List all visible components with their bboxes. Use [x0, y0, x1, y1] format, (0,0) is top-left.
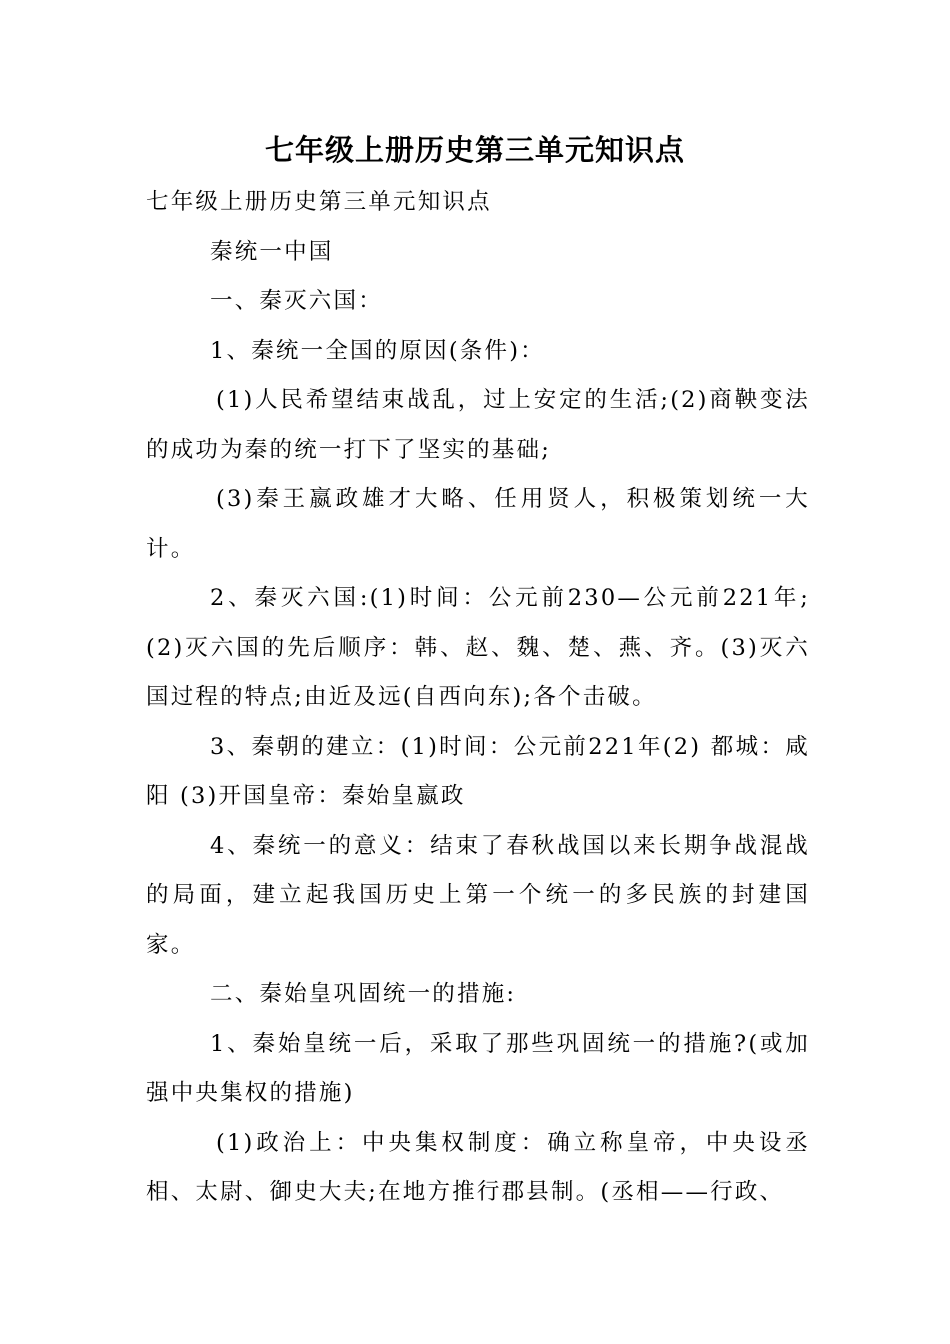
document-body [146, 178, 810, 1218]
subtitle-paragraph: 七年级上册历史第三单元知识点 [146, 189, 492, 215]
section-heading: 秦统一中国 [210, 238, 334, 265]
body-paragraph: (3)秦王嬴政雄才大略、任用贤人，积极策划统一大计。 [146, 486, 810, 562]
body-paragraph: 4、秦统一的意义：结束了春秋战国以来长期争战混战的局面，建立起我国历史上第一个统一的多民族的封建国家。 [146, 832, 810, 958]
body-paragraph: (1)政治上：中央集权制度：确立称皇帝，中央设丞相、太尉、御史大夫;在地方推行郡县制。(丞相——行政、 [146, 1129, 810, 1205]
body-paragraph: 2、秦灭六国:(1)时间：公元前230—公元前221年;(2)灭六国的先后顺序：韩、赵、魏、楚、燕、齐。(3)灭六国过程的特点;由近及远(自西向东);各个击破。 [146, 585, 810, 710]
document-title: 七年级上册历史第三单元知识点 [264, 133, 685, 167]
subsection-heading: 二、秦始皇巩固统一的措施: [210, 981, 517, 1007]
body-paragraph: 1、秦始皇统一后，采取了那些巩固统一的措施?(或加强中央集权的措施) [146, 1030, 810, 1106]
subsection-heading: 一、秦灭六国： [210, 288, 383, 314]
point-heading: 1、秦统一全国的原因(条件)： [210, 337, 545, 364]
body-paragraph: (1)人民希望结束战乱，过上安定的生活;(2)商鞅变法的成功为秦的统一打下了坚实的基础; [146, 387, 810, 463]
body-paragraph: 3、秦朝的建立：(1)时间：公元前221年(2) 都城：咸阳 (3)开国皇帝：秦始皇嬴政 [146, 733, 810, 809]
